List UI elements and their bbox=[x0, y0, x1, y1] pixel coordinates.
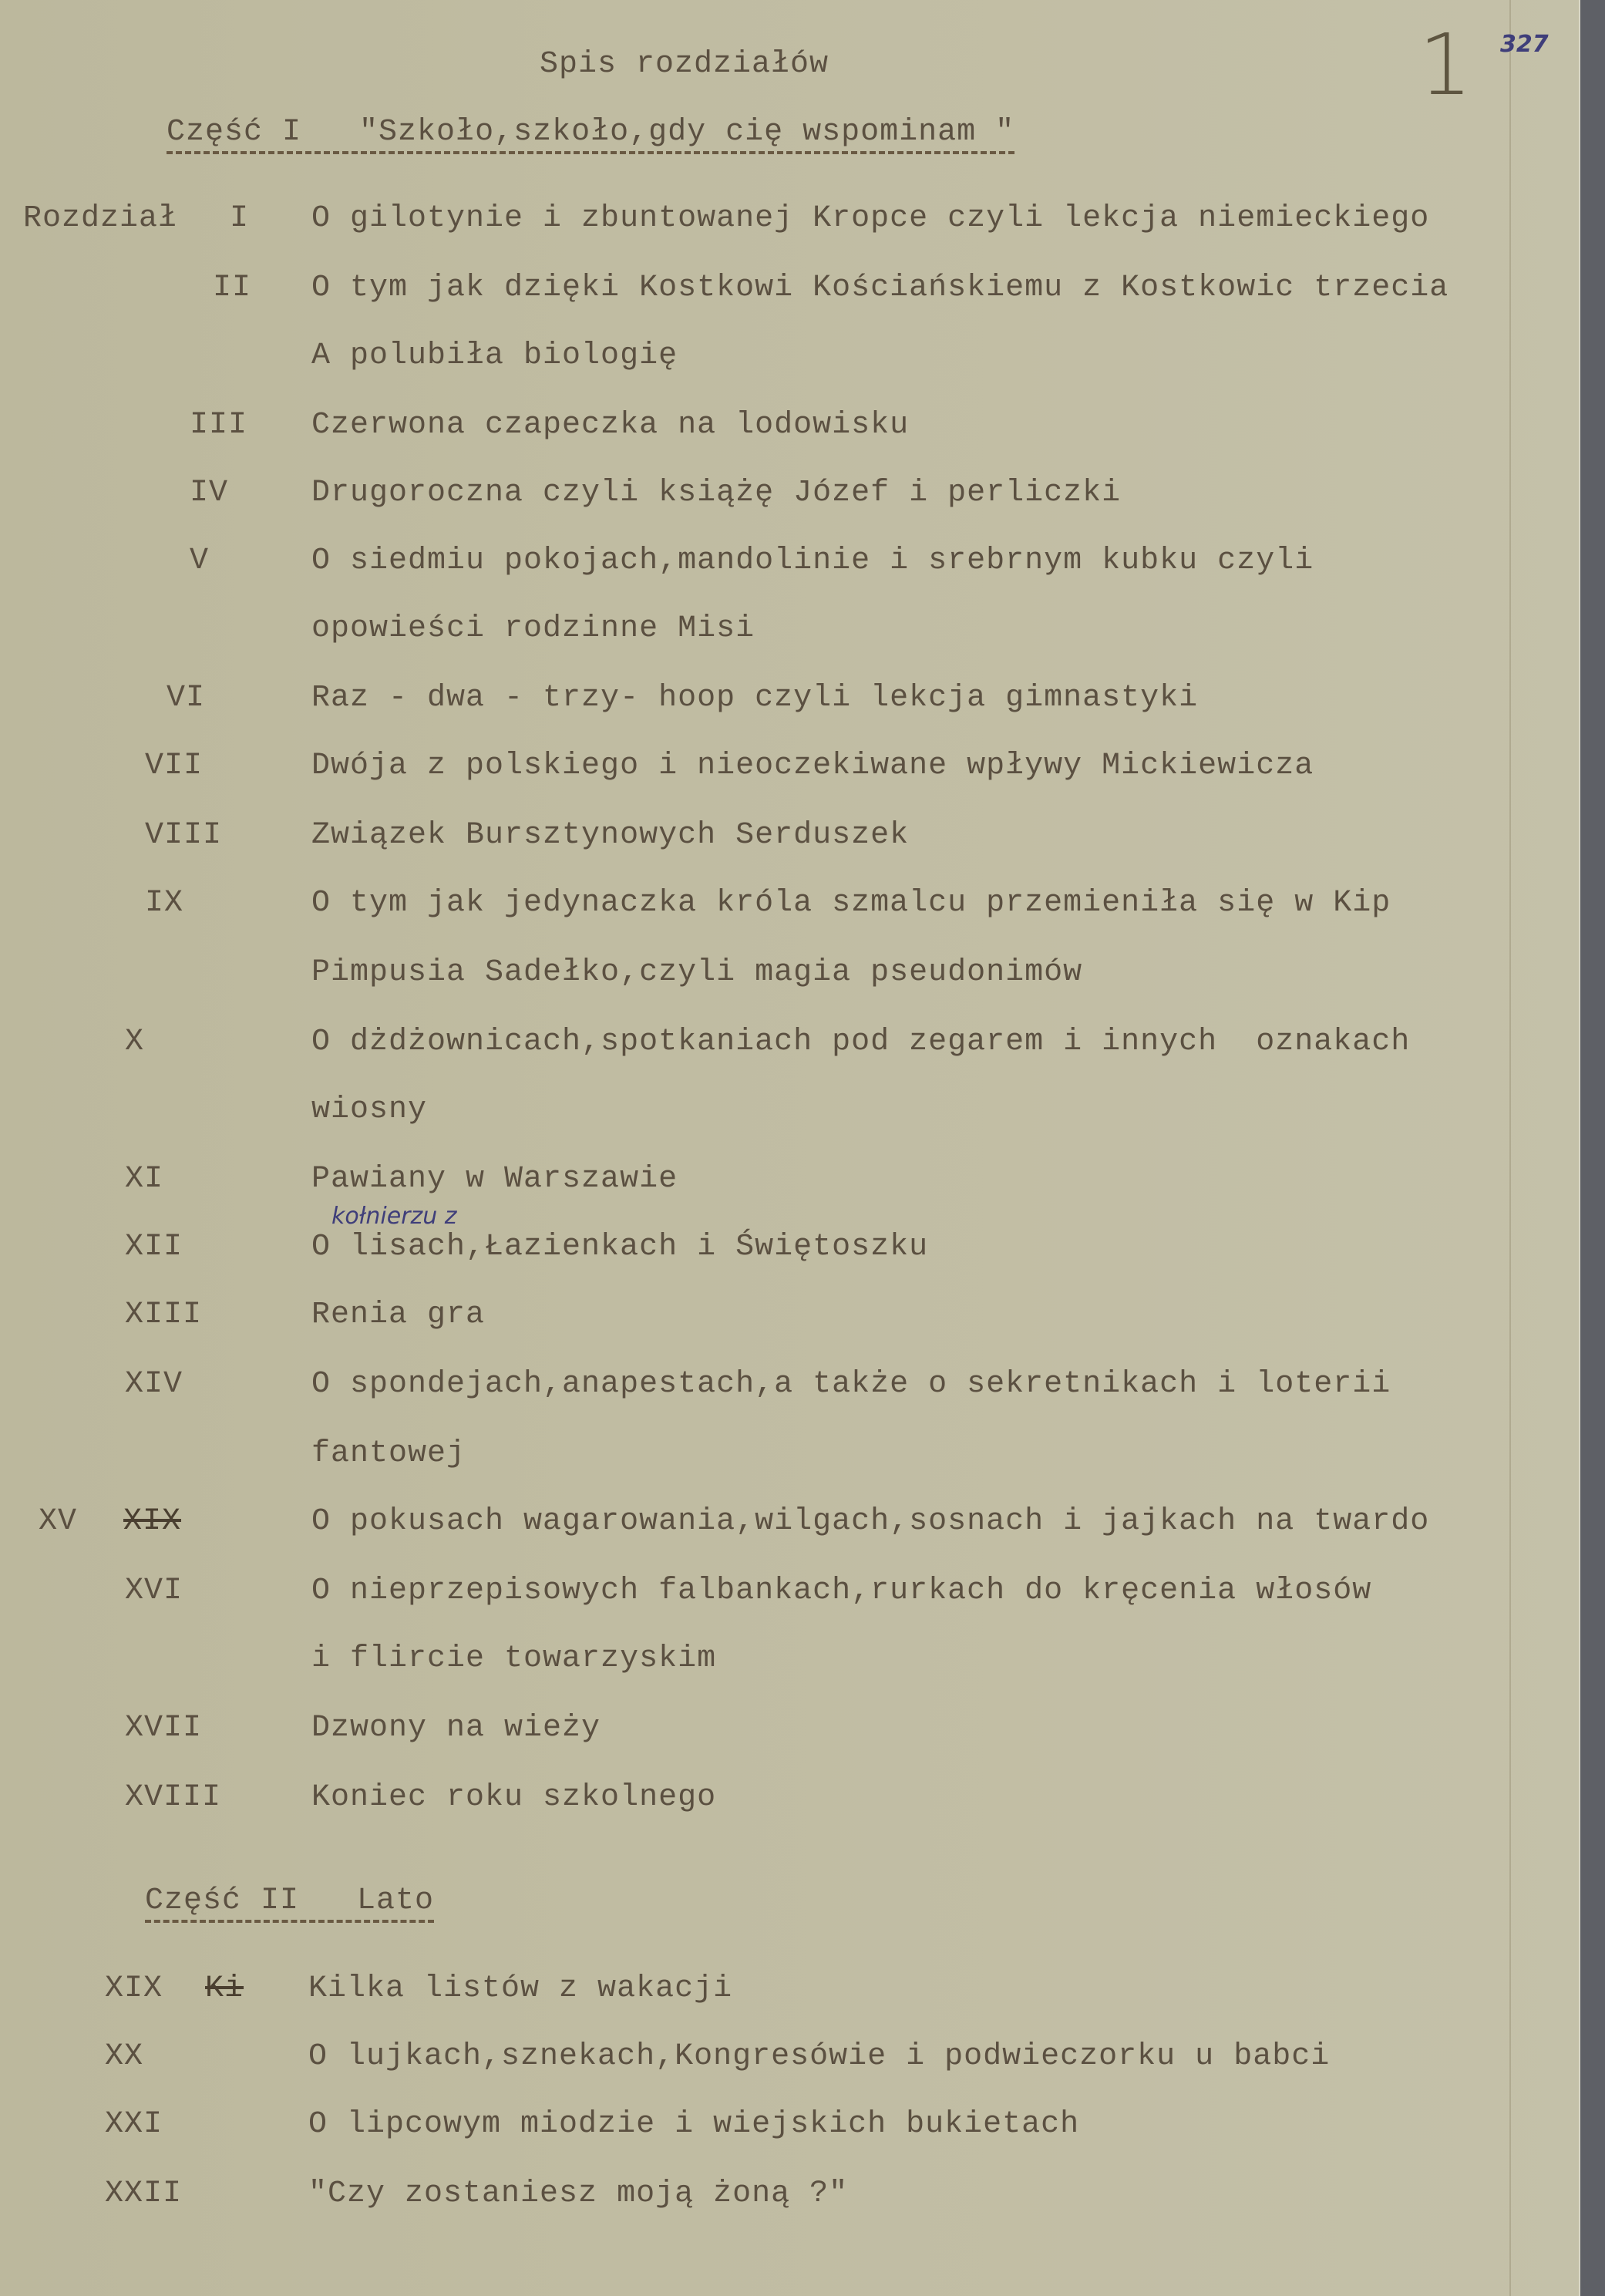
chapter-num: V bbox=[190, 544, 210, 578]
chapter-num: XXII bbox=[105, 2176, 183, 2211]
chapter-title: Czerwona czapeczka na lodowisku bbox=[311, 408, 910, 443]
struck-chapter-num: Ki bbox=[205, 1971, 244, 2006]
paper-fold-line bbox=[1509, 0, 1511, 2296]
chapter-num: XVI bbox=[125, 1574, 183, 1608]
chapter-title-cont: fantowej bbox=[311, 1436, 466, 1471]
chapter-num: IX bbox=[145, 886, 184, 921]
chapter-title: O lujkach,sznekach,Kongresówie i podwieczorku u babci bbox=[308, 2039, 1331, 2074]
chapter-num: VII bbox=[145, 749, 204, 783]
chapter-num: VIII bbox=[145, 818, 223, 853]
part-2-heading: Część II Lato bbox=[145, 1886, 434, 1923]
chapter-num: XI bbox=[125, 1162, 164, 1197]
document-title: Spis rozdziałów bbox=[540, 47, 829, 82]
part-1-heading: Część I "Szkoło,szkoło,gdy cię wspominam " bbox=[167, 117, 1014, 154]
chapter-title: Dwója z polskiego i nieoczekiwane wpływy Mickiewicza bbox=[311, 749, 1314, 783]
chapter-title-cont: i flircie towarzyskim bbox=[311, 1641, 717, 1676]
chapter-row-label: Rozdział bbox=[23, 201, 178, 236]
chapter-title: Renia gra bbox=[311, 1298, 486, 1332]
chapter-num: X bbox=[125, 1025, 145, 1059]
chapter-title: Związek Bursztynowych Serduszek bbox=[311, 818, 910, 853]
chapter-num: XXI bbox=[105, 2107, 163, 2142]
page-number-pencil: 1 bbox=[1418, 15, 1472, 114]
chapter-num: II bbox=[213, 271, 252, 305]
chapter-num: XIX bbox=[105, 1971, 163, 2006]
chapter-title: O tym jak dzięki Kostkowi Kościańskiemu z Kostkowic trzecia bbox=[311, 271, 1449, 305]
chapter-title: O lipcowym miodzie i wiejskich bukietach bbox=[308, 2107, 1080, 2142]
chapter-num: VI bbox=[167, 681, 206, 715]
archive-number: 327 bbox=[1500, 31, 1549, 58]
chapter-num: I bbox=[230, 201, 250, 236]
chapter-title: O lisach,Łazienkach i Świętoszku bbox=[311, 1230, 929, 1264]
chapter-title: Raz - dwa - trzy- hoop czyli lekcja gimnastyki bbox=[311, 681, 1199, 715]
chapter-num: XVIII bbox=[125, 1780, 222, 1815]
chapter-title: O tym jak jedynaczka króla szmalcu przemieniła się w Kip bbox=[311, 886, 1391, 921]
chapter-num: XVII bbox=[125, 1711, 203, 1746]
chapter-title: Drugoroczna czyli książę Józef i perliczki bbox=[311, 476, 1122, 510]
chapter-num: III bbox=[190, 408, 248, 443]
chapter-title-cont: A polubiła biologię bbox=[311, 338, 678, 373]
chapter-title: O gilotynie i zbuntowanej Kropce czyli lekcja niemieckiego bbox=[311, 201, 1430, 236]
chapter-num: XIII bbox=[125, 1298, 203, 1332]
struck-chapter-num: XIX bbox=[123, 1504, 182, 1539]
chapter-title-cont: opowieści rodzinne Misi bbox=[311, 611, 755, 646]
chapter-title-cont: wiosny bbox=[311, 1092, 428, 1127]
chapter-title: O siedmiu pokojach,mandolinie i srebrnym kubku czyli bbox=[311, 544, 1314, 578]
chapter-title: O nieprzepisowych falbankach,rurkach do kręcenia włosów bbox=[311, 1574, 1372, 1608]
chapter-title: O dżdżownicach,spotkaniach pod zegarem i innych oznakach bbox=[311, 1025, 1411, 1059]
chapter-title-cont: Pimpusia Sadełko,czyli magia pseudonimów bbox=[311, 955, 1083, 990]
handwritten-insertion: kołnierzu z bbox=[331, 1203, 457, 1230]
chapter-title: "Czy zostaniesz moją żoną ?" bbox=[308, 2176, 849, 2211]
chapter-num: XX bbox=[105, 2039, 144, 2074]
chapter-title: O spondejach,anapestach,a także o sekretnikach i loterii bbox=[311, 1367, 1391, 1402]
chapter-num: XIV bbox=[125, 1367, 183, 1402]
chapter-title: O pokusach wagarowania,wilgach,sosnach i jajkach na twardo bbox=[311, 1504, 1430, 1539]
chapter-title: Koniec roku szkolnego bbox=[311, 1780, 717, 1815]
chapter-num: XII bbox=[125, 1230, 183, 1264]
chapter-num: IV bbox=[190, 476, 229, 510]
chapter-title: Dzwony na wieży bbox=[311, 1711, 601, 1746]
chapter-title: Pawiany w Warszawie bbox=[311, 1162, 678, 1197]
chapter-title: Kilka listów z wakacji bbox=[308, 1971, 733, 2006]
chapter-num: XV bbox=[39, 1504, 78, 1539]
